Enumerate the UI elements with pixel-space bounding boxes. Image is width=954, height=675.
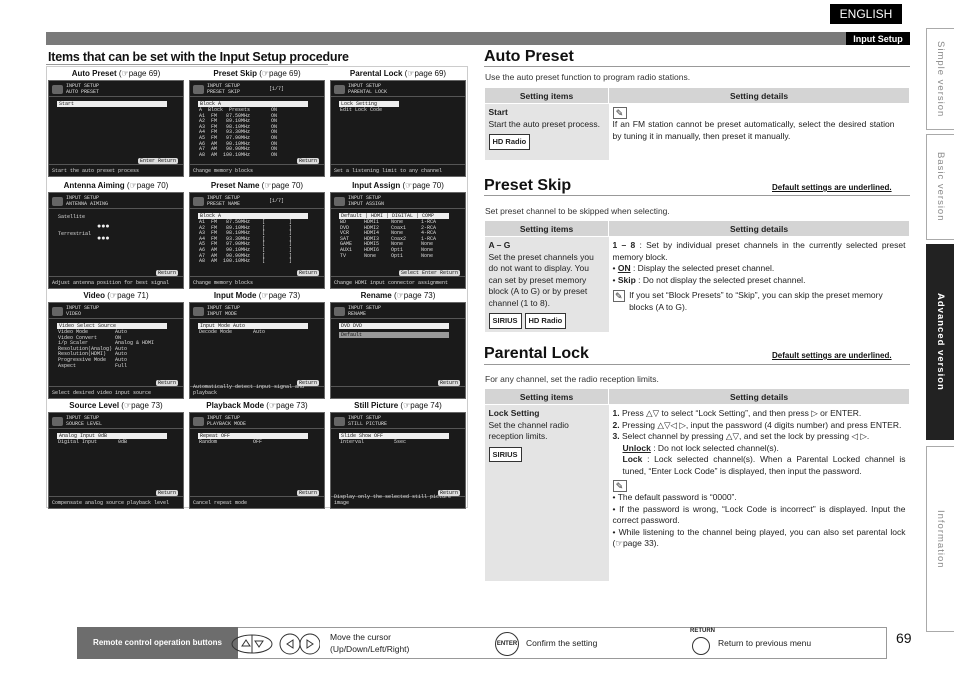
setup-screen: INPUT SETUP AUTO PRESET Start Enter Return Start the auto preset process [48,80,184,177]
page-number: 69 [896,630,912,646]
note-icon: ✎ [613,480,627,492]
screen-caption: Preset Name (☞page 70) [210,181,304,190]
preset-skip-title: Preset Skip [484,177,572,194]
auto-preset-intro: Use the auto preset function to program radio stations. [485,72,691,82]
sirius-badge: SIRIUS [489,447,522,463]
note-icon: ✎ [613,290,626,302]
setup-screen: INPUT SETUP STILL PICTURE Slide Show OFF Interval 5sec Return Display only the selected still picture image [330,412,466,509]
section-bar [46,32,910,45]
hd-radio-badge: HD Radio [525,313,567,329]
screen-caption: Input Assign (☞page 70) [352,181,444,190]
parental-lock-title: Parental Lock [484,345,589,362]
cursor-keys-icon [230,633,320,655]
screen-caption: Video (☞page 71) [83,291,149,300]
return-button-icon [692,637,710,655]
setup-screen: INPUT SETUP PRESET NAME [1/7] Block A A1 FM 87.50MHz [ ] A2 FM 89.10MHz [ ] A3 FM 98.10MHz [ ] A4 FM 93.30MHz [ ] A5 FM 97.90MHz [ ] A6 AM 90.10MHz [ ] A7 AM 90.90MHz [ ] A8 AM 100.10MHz [ ] Return Change memory blocks [189,192,325,289]
setup-screen: INPUT SETUP ANTENNA AIMING Satellite Terrestrial ●●● ●●● Return Adjust antenna position for best signal [48,192,184,289]
return-key-label: RETURN [690,628,715,634]
setup-screen: INPUT SETUP PRESET SKIP [1/7] Block A A Block Presets ON A1 FM 87.50MHz ON A2 FM 89.10MHz ON A3 FM 98.10MHz ON A4 FM 93.30MHz ON A5 FM 97.90MHz ON A6 AM 90.10MHz ON A7 AM 90.90MHz ON A8 AM 100.10MHz ON Return Change memory blocks [189,80,325,177]
enter-button-icon: ENTER [495,632,519,656]
move-cursor-text: Move the cursor (Up/Down/Left/Right) [330,632,410,654]
section-tag: Input Setup [846,32,910,45]
screen-caption: Source Level (☞page 73) [69,401,163,410]
language-label: ENGLISH [830,4,902,24]
tab-advanced-version[interactable]: Advanced version [926,244,954,440]
setup-screen: INPUT SETUP INPUT MODE Input Mode Auto Decode Mode Auto Return Automatically detect input signal and playback [189,302,325,399]
left-section-title: Items that can be set with the Input Setup procedure [48,50,349,64]
sirius-badge: SIRIUS [489,313,522,329]
screen-caption: Rename (☞page 73) [360,291,436,300]
screen-caption: Auto Preset (☞page 69) [71,69,161,78]
default-note: Default settings are underlined. [772,183,892,192]
screen-caption: Preset Skip (☞page 69) [213,69,301,78]
setup-screen: INPUT SETUP PLAYBACK MODE Repeat OFF Random OFF Return Cancel repeat mode [189,412,325,509]
screen-caption: Parental Lock (☞page 69) [349,69,447,78]
parental-lock-table: Setting items Setting details Lock Setting Set the channel radio reception limits. SIRIUS 1. Press △▽ to select “Lock Setting”, and then press ▷ or ENTER. 2. Pressing △▽◁ ▷, input the password (4 digits number) and press ENTER. 3. Select channel by pressing △▽, and set the lock by pressing ◁ ▷. Unlock : Do not lock selected channel(s). Lock : Lock selected channel(s). When a Parental Locked channel is tuned, “Enter Lock Code” is displayed, then input the password. ✎ • The default password is “0000”. • If the password is wrong, “Lock Code is incorrect” is displayed. Input the correct password. • While listening to the channel being played, you can also set parental lock (☞page 33). [484,388,910,581]
preset-skip-intro: Set preset channel to be skipped when selecting. [485,206,670,216]
footer-label: Remote control operation buttons [77,627,238,659]
auto-preset-table: Setting items Setting details Start Start the auto preset process. HD Radio ✎If an FM station cannot be preset automatically, select the desired station by tuning it in manually, then preset it manually. [484,87,910,160]
note-icon: ✎ [613,107,627,119]
parental-lock-intro: For any channel, set the radio reception limits. [485,374,659,384]
setup-screen: INPUT SETUP PARENTAL LOCK Lock Setting Edit Lock Code Set a listening limit to any channel [330,80,466,177]
setup-screen: INPUT SETUP RENAME DVD DVD Default Return [330,302,466,399]
confirm-text: Confirm the setting [526,638,598,648]
hd-radio-badge: HD Radio [489,134,531,150]
return-text: Return to previous menu [718,638,812,648]
tab-information[interactable]: Information [926,446,954,632]
setup-screen: INPUT SETUP SOURCE LEVEL Analog Input 0dB Digital Input 0dB Return Compensate analog source playback level [48,412,184,509]
cursor-buttons [230,633,320,655]
screen-caption: Still Picture (☞page 74) [354,401,442,410]
screen-caption: Input Mode (☞page 73) [213,291,301,300]
auto-preset-title: Auto Preset [484,48,574,65]
tab-basic-version[interactable]: Basic version [926,134,954,240]
setup-screen: INPUT SETUP INPUT ASSIGN Default | HDMI | DIGITAL | COMP BD HDMI1 None 1-RCA DVD HDMI2 Coax1 2-RCA VCR HDMI4 None 4-RCA SAT HDMI3 Coax2 1-RCA GAME HDMI5 None None AUX1 HDMI6 Opt1 None TV None Opt1 None Select Enter Return Change HDMI input connector assignment [330,192,466,289]
preset-skip-table: Setting items Setting details A – G Set the preset channels you do not want to display. You can set by preset memory block (A to G) or by preset channel (1 to 8). SIRIUS HD Radio 1 – 8 : Set by individual preset channels in the currently selected preset memory block. • ON : Display the selected preset channel. • Skip : Do not display the selected preset channel. ✎ If you set “Block Presets” to “Skip”, you can skip the preset memory blocks (A to G). [484,220,910,332]
tab-simple-version[interactable]: Simple version [926,28,954,130]
setup-screen: INPUT SETUP VIDEO Video Select Source Video Mode Auto Video Convert ON i/p Scaler Analog & HDMI Resolution(Analog) Auto Resolution(HDMI) Auto Progressive Mode Auto Aspect Full Return Select desired video input source [48,302,184,399]
screen-caption: Antenna Aiming (☞page 70) [63,181,169,190]
default-note: Default settings are underlined. [772,351,892,360]
screen-caption: Playback Mode (☞page 73) [206,401,308,410]
